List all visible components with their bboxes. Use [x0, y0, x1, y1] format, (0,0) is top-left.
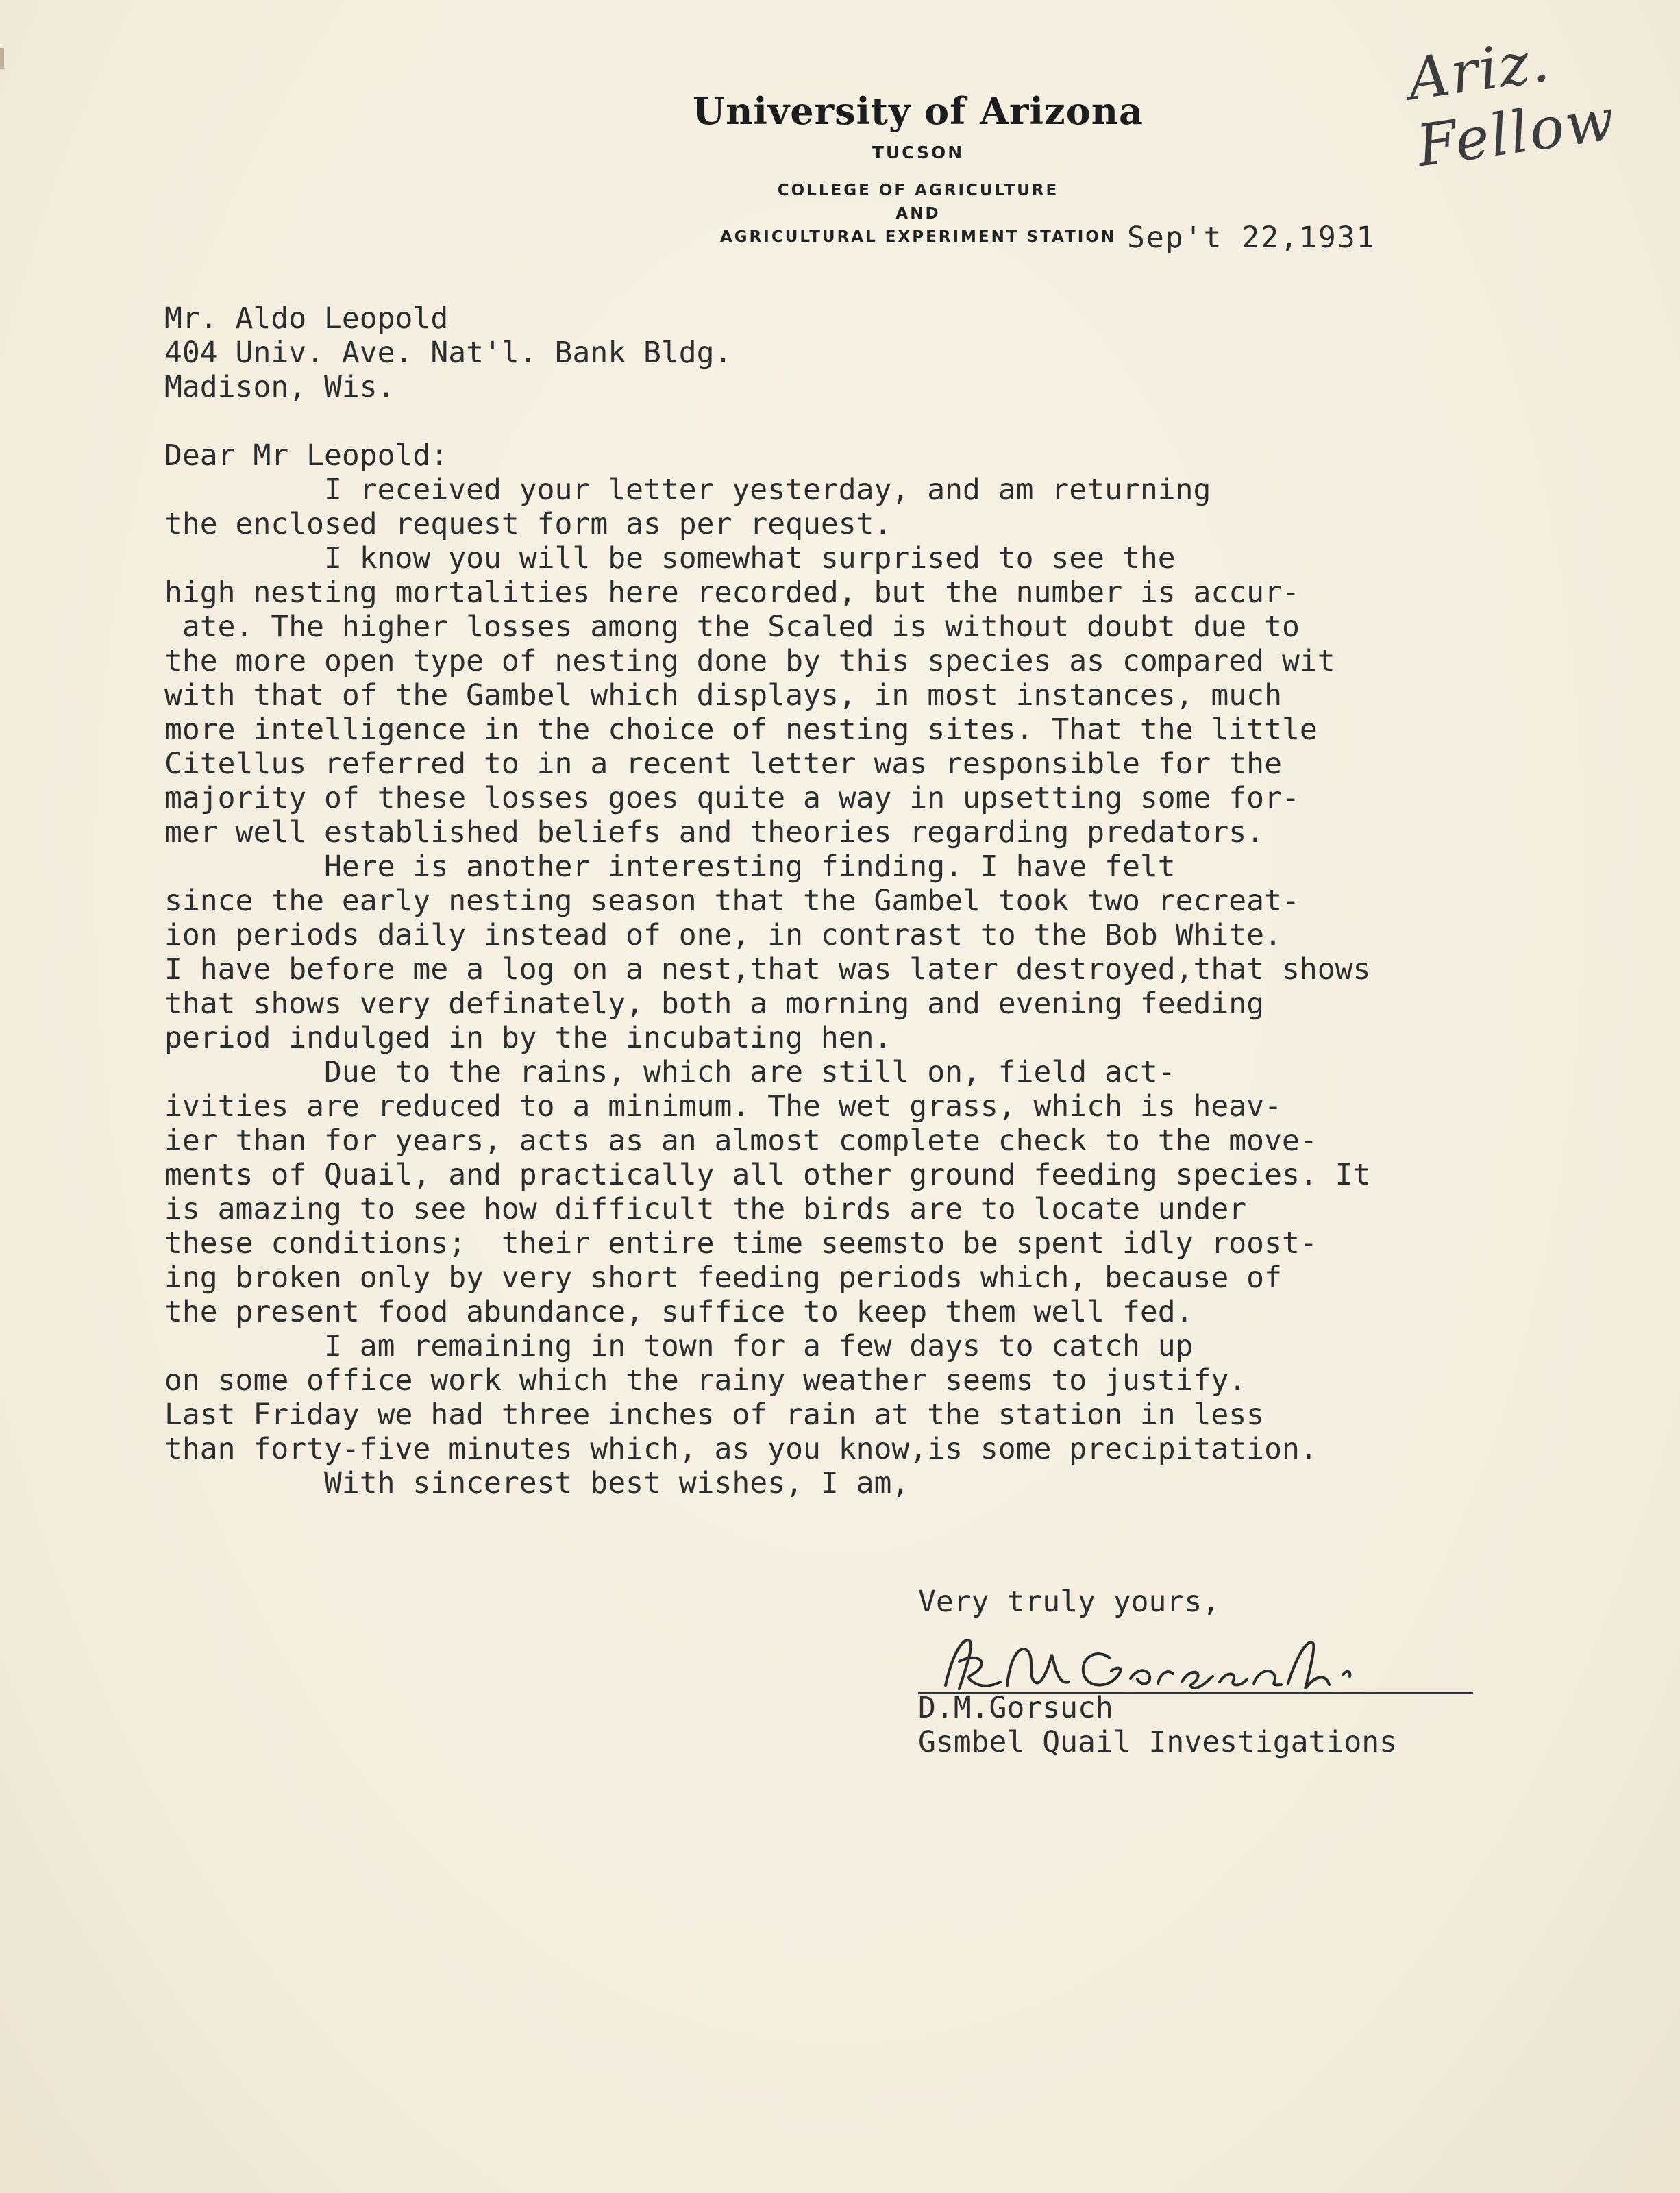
recipient-address — [164, 301, 732, 404]
letterhead-college: COLLEGE OF AGRICULTURE — [777, 182, 1059, 199]
body-line: the present food abundance, suffice to keep them well fed. — [164, 1295, 1194, 1329]
body-line: on some office work which the rainy weather seems to justify. — [164, 1363, 1247, 1398]
body-line: I am remaining in town for a few days to catch up — [164, 1329, 1194, 1363]
body-line: ments of Quail, and practically all other ground feeding species. It — [164, 1158, 1371, 1192]
body-line: I have before me a log on a nest,that was later destroyed,that shows — [164, 952, 1371, 987]
body-line: I know you will be somewhat surprised to see the — [164, 541, 1176, 575]
letter-closing: Very truly yours, — [918, 1585, 1220, 1619]
body-line: period indulged in by the incubating hen. — [164, 1021, 892, 1055]
sender-name: D.M.Gorsuch — [918, 1691, 1113, 1725]
body-line: these conditions; their entire time seemsto be spent idly roost- — [164, 1226, 1318, 1261]
body-line: with that of the Gambel which displays, in most instances, much — [164, 678, 1282, 713]
body-line: ing broken only by very short feeding periods which, because of — [164, 1261, 1282, 1295]
letterhead-city: TUCSON — [872, 143, 965, 162]
body-line: ier than for years, acts as an almost complete check to the move- — [164, 1124, 1318, 1158]
letterhead-and: AND — [895, 205, 941, 223]
body-line: I received your letter yesterday, and am returning — [164, 473, 1211, 507]
body-line: Due to the rains, which are still on, field act- — [164, 1055, 1176, 1089]
body-line: more intelligence in the choice of nesting sites. That the little — [164, 713, 1318, 747]
body-line: Here is another interesting finding. I have felt — [164, 850, 1176, 884]
body-line: since the early nesting season that the Gambel took two recreat- — [164, 884, 1300, 918]
body-line: Dear Mr Leopold: — [164, 438, 449, 473]
body-line: ivities are reduced to a minimum. The wet grass, which is heav- — [164, 1089, 1282, 1124]
recipient-name: Mr. Aldo Leopold — [164, 301, 449, 336]
handwritten-note: Ariz. Fellow — [1403, 27, 1620, 180]
sender-title: Gsmbel Quail Investigations — [918, 1725, 1397, 1759]
letterhead-station: AGRICULTURAL EXPERIMENT STATION — [719, 228, 1117, 246]
recipient-street: 404 Univ. Ave. Nat'l. Bank Bldg. — [164, 336, 732, 370]
body-line: ion periods daily instead of one, in contrast to the Bob White. — [164, 918, 1282, 952]
body-line: majority of these losses goes quite a way in upsetting some for- — [164, 781, 1300, 815]
paper-edge-mark — [0, 48, 4, 69]
body-line: is amazing to see how difficult the birds are to locate under — [164, 1192, 1247, 1226]
body-line: the more open type of nesting done by this species as compared wit — [164, 644, 1335, 678]
letterhead-institution: University of Arizona — [693, 89, 1144, 133]
body-line: mer well established beliefs and theories regarding predators. — [164, 815, 1265, 850]
sender-block — [918, 1691, 1397, 1759]
body-line: than forty-five minutes which, as you know,is some precipitation. — [164, 1432, 1318, 1466]
body-line: the enclosed request form as per request. — [164, 507, 892, 541]
body-line: Last Friday we had three inches of rain at the station in less — [164, 1398, 1265, 1432]
body-line: that shows very definately, both a morning and evening feeding — [164, 987, 1265, 1021]
letter-date: Sep't 22,1931 — [1127, 221, 1376, 255]
recipient-city: Madison, Wis. — [164, 370, 395, 404]
body-line: Citellus referred to in a recent letter was responsible for the — [164, 747, 1282, 781]
body-line: With sincerest best wishes, I am, — [164, 1466, 910, 1500]
body-line: high nesting mortalities here recorded, but the number is accur- — [164, 575, 1300, 610]
letter-body — [164, 438, 1370, 1500]
body-line: ate. The higher losses among the Scaled is without doubt due to — [164, 610, 1300, 644]
